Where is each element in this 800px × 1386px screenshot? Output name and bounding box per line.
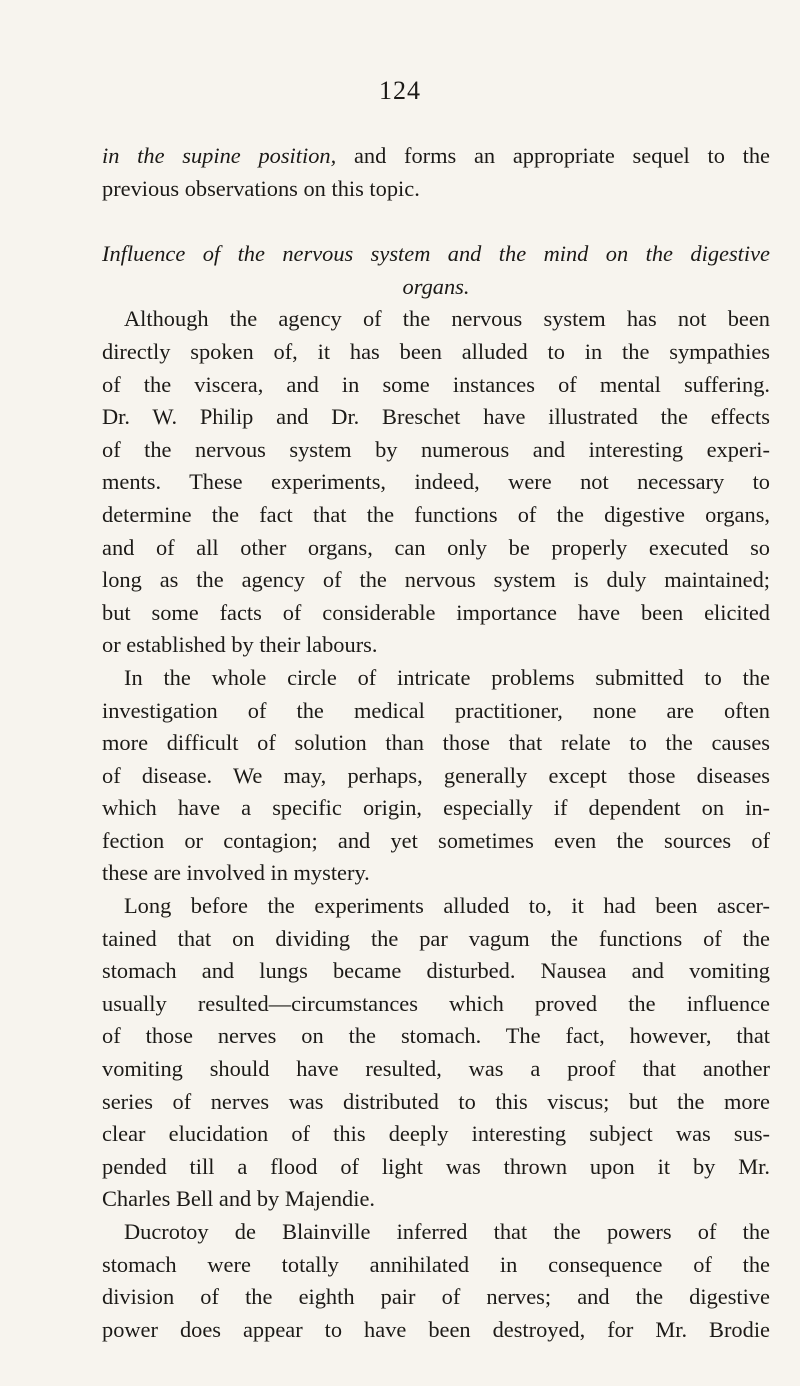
text-fragment: and forms an appropriate sequel to the: [336, 143, 770, 168]
text-line: usually resulted—circumstances which proved the influence: [102, 990, 770, 1016]
paragraph-1: [102, 303, 770, 662]
paragraph-2: [102, 662, 770, 890]
text-line: determine the fact that the functions of the digestive organs,: [102, 501, 770, 527]
text-line: stomach and lungs became disturbed. Nausea and vomiting: [102, 958, 770, 984]
text-line: Although the agency of the nervous system has not been: [124, 306, 770, 332]
paragraph-3: [102, 890, 770, 1216]
text-line: and of all other organs, can only be properly executed so: [102, 534, 770, 560]
text-line: or established by their labours.: [102, 632, 378, 658]
text-line: long as the agency of the nervous system is duly maintained;: [102, 567, 770, 593]
text-line: vomiting should have resulted, was a proof that another: [102, 1056, 770, 1082]
text-line: of those nerves on the stomach. The fact, however, that: [102, 1023, 770, 1049]
text-line: which have a specific origin, especially if dependent on in-: [102, 795, 770, 821]
text-line: but some facts of considerable importance have been elicited: [102, 599, 770, 625]
section-heading-continued: organs.: [402, 273, 470, 299]
text-line: tained that on dividing the par vagum the functions of the: [102, 925, 770, 951]
text-line: previous observations on this topic.: [102, 175, 420, 201]
text-line: Dr. W. Philip and Dr. Breschet have illustrated the effects: [102, 404, 770, 430]
page-number: 124: [379, 76, 421, 105]
text-line: clear elucidation of this deeply interesting subject was sus-: [102, 1121, 770, 1147]
text-line: power does appear to have been destroyed, for Mr. Brodie: [102, 1316, 770, 1342]
text-line: Long before the experiments alluded to, it had been ascer-: [124, 893, 770, 919]
text-line: of the nervous system by numerous and interesting experi-: [102, 436, 770, 462]
text-line: stomach were totally annihilated in consequence of the: [102, 1251, 770, 1277]
page-body: [102, 140, 770, 1346]
text-line: [102, 140, 770, 173]
italic-phrase: in the supine position,: [102, 143, 337, 168]
text-line: directly spoken of, it has been alluded to in the sympathies: [102, 338, 770, 364]
text-line: these are involved in mystery.: [102, 860, 370, 886]
text-line: of disease. We may, perhaps, generally except those diseases: [102, 762, 770, 788]
text-line: Ducrotoy de Blainville inferred that the powers of the: [124, 1219, 770, 1244]
text-line: In the whole circle of intricate problems submitted to the: [124, 664, 770, 690]
text-line: division of the eighth pair of nerves; and the digestive: [102, 1284, 770, 1310]
text-line: ments. These experiments, indeed, were not necessary to: [102, 469, 770, 495]
paragraph-4: [102, 1216, 770, 1346]
section-heading: Influence of the nervous system and the mind on the digestive: [102, 241, 770, 267]
text-line: investigation of the medical practitioner, none are often: [102, 697, 770, 723]
text-line: of the viscera, and in some instances of mental suffering.: [102, 371, 770, 397]
text-line: fection or contagion; and yet sometimes even the sources of: [102, 827, 770, 853]
text-line: pended till a flood of light was thrown upon it by Mr.: [102, 1153, 770, 1179]
text-line: Charles Bell and by Majendie.: [102, 1186, 375, 1212]
text-line: more difficult of solution than those that relate to the causes: [102, 730, 770, 756]
text-line: series of nerves was distributed to this viscus; but the more: [102, 1088, 770, 1114]
